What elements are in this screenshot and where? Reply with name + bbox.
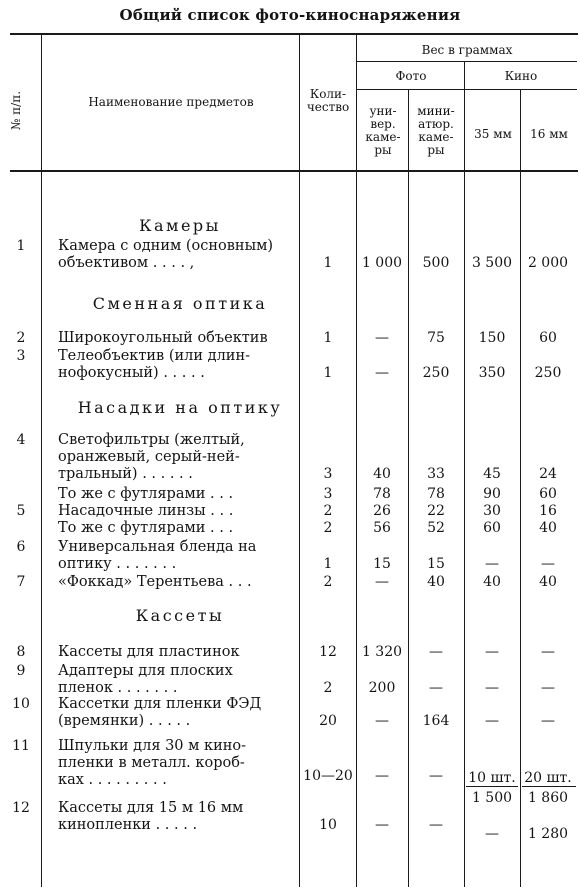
univer-value: 26 bbox=[373, 503, 391, 519]
mini-value: — bbox=[429, 644, 443, 660]
mm16-value: 1 860 bbox=[527, 790, 569, 806]
rule-under-foto-kino bbox=[357, 89, 577, 90]
section-heading: Камеры bbox=[139, 216, 221, 235]
item-name-line: То же с футлярами . . . bbox=[58, 486, 234, 502]
header-foto: Фото bbox=[395, 69, 427, 83]
header-kino: Кино bbox=[504, 69, 538, 83]
col-divider-qty bbox=[356, 35, 357, 887]
row-number: 1 bbox=[16, 238, 26, 254]
col-divider-name bbox=[299, 35, 300, 887]
item-name-line: «Фоккад» Терентьева . . . bbox=[58, 574, 252, 590]
mm16-value: — bbox=[541, 713, 555, 729]
mini-value: — bbox=[429, 768, 443, 784]
item-name-line: нофокусный) . . . . . bbox=[58, 365, 205, 381]
univer-value: 15 bbox=[373, 556, 391, 572]
item-name-line: Кассеты для 15 м 16 мм bbox=[58, 800, 244, 816]
qty-value: 12 bbox=[319, 644, 337, 660]
row-number: 10 bbox=[12, 696, 30, 712]
row-number: 5 bbox=[16, 503, 26, 519]
mini-value: 33 bbox=[427, 466, 445, 482]
item-name bbox=[58, 330, 298, 347]
qty-value: 2 bbox=[323, 520, 333, 536]
mini-value: 78 bbox=[427, 486, 445, 502]
header-qty: Коли-чество bbox=[306, 87, 350, 114]
mm35-value: — bbox=[485, 826, 499, 842]
mini-value: 52 bbox=[427, 520, 445, 536]
mm35-value: 45 bbox=[483, 466, 501, 482]
univer-value: 200 bbox=[368, 680, 396, 696]
item-name-line: То же с футлярами . . . bbox=[58, 520, 234, 536]
univer-value: 1 320 bbox=[361, 644, 403, 660]
row-number: 3 bbox=[16, 348, 26, 364]
qty-value: 2 bbox=[323, 574, 333, 590]
qty-value: 3 bbox=[323, 486, 333, 502]
mm35-value: 150 bbox=[478, 330, 506, 346]
mm35-value: 90 bbox=[483, 486, 501, 502]
mm16-value: 2 000 bbox=[527, 255, 569, 271]
univer-value: — bbox=[375, 330, 389, 346]
mm16-value: — bbox=[541, 644, 555, 660]
univer-value: — bbox=[375, 768, 389, 784]
mini-value: 250 bbox=[422, 365, 450, 381]
qty-value: 20 bbox=[319, 713, 337, 729]
item-name bbox=[58, 800, 298, 834]
header-35: 35 мм bbox=[474, 127, 512, 141]
qty-value: 2 bbox=[323, 503, 333, 519]
mm16-value: 250 bbox=[534, 365, 562, 381]
item-name bbox=[58, 520, 298, 537]
univer-value: — bbox=[375, 365, 389, 381]
item-name-line: пленок . . . . . . . bbox=[58, 680, 178, 696]
item-name bbox=[58, 644, 298, 661]
row-number: 8 bbox=[16, 644, 26, 660]
qty-value: 1 bbox=[323, 556, 333, 572]
item-name bbox=[58, 696, 298, 730]
univer-value: 40 bbox=[373, 466, 391, 482]
mini-value: 500 bbox=[422, 255, 450, 271]
rule-under-weight bbox=[357, 61, 577, 62]
mm16-value: 40 bbox=[539, 520, 557, 536]
mini-value: 40 bbox=[427, 574, 445, 590]
row-number: 12 bbox=[12, 800, 30, 816]
mm16-value: 20 шт. bbox=[524, 770, 572, 786]
item-name bbox=[58, 238, 298, 272]
item-name-line: Универсальная бленда на bbox=[58, 539, 257, 555]
section-heading: Кассеты bbox=[135, 606, 225, 625]
univer-value: — bbox=[375, 574, 389, 590]
mm16-value: 40 bbox=[539, 574, 557, 590]
rule-11-16 bbox=[522, 786, 576, 787]
item-name-line: Кассеты для пластинок bbox=[58, 644, 240, 660]
section-heading: Сменная оптика bbox=[92, 294, 268, 313]
mm16-value: 60 bbox=[539, 486, 557, 502]
page-title: Общий список фото-киноснаряжения bbox=[119, 6, 461, 24]
qty-value: 1 bbox=[323, 255, 333, 271]
row-number: 4 bbox=[16, 432, 26, 448]
row-number: 7 bbox=[16, 574, 26, 590]
item-name-line: кинопленки . . . . . bbox=[58, 817, 198, 833]
mm16-value: 1 280 bbox=[527, 826, 569, 842]
item-name bbox=[58, 574, 298, 591]
item-name bbox=[58, 663, 298, 697]
item-name-line: ках . . . . . . . . . bbox=[58, 772, 167, 788]
item-name-line: тральный) . . . . . . bbox=[58, 466, 193, 482]
univer-value: — bbox=[375, 713, 389, 729]
mm35-value: 40 bbox=[483, 574, 501, 590]
mm35-value: 350 bbox=[478, 365, 506, 381]
item-name bbox=[58, 738, 298, 789]
mini-value: — bbox=[429, 680, 443, 696]
qty-value: 10 bbox=[319, 817, 337, 833]
header-mini: мини-атюр. каме-ры bbox=[417, 104, 455, 157]
mini-value: — bbox=[429, 817, 443, 833]
mm16-value: 24 bbox=[539, 466, 557, 482]
item-name-line: объективом . . . . , bbox=[58, 255, 195, 271]
item-name-line: Насадочные линзы . . . bbox=[58, 503, 234, 519]
mm35-value: — bbox=[485, 644, 499, 660]
item-name-line: (времянки) . . . . . bbox=[58, 713, 191, 729]
qty-value: 1 bbox=[323, 330, 333, 346]
item-name-line: Кассетки для пленки ФЭД bbox=[58, 696, 262, 712]
mm35-value: 30 bbox=[483, 503, 501, 519]
row-number: 11 bbox=[12, 738, 30, 754]
mm35-value: — bbox=[485, 713, 499, 729]
item-name-line: Широкоугольный объектив bbox=[58, 330, 268, 346]
mini-value: 75 bbox=[427, 330, 445, 346]
item-name bbox=[58, 432, 298, 483]
section-heading: Насадки на оптику bbox=[77, 398, 283, 417]
item-name-line: оранжевый, серый-ней- bbox=[58, 449, 240, 465]
item-name-line: пленки в металл. короб- bbox=[58, 755, 245, 771]
item-name-line: Адаптеры для плоских bbox=[58, 663, 233, 679]
qty-value: 1 bbox=[323, 365, 333, 381]
header-bottom-rule bbox=[10, 170, 578, 172]
qty-value: 10—20 bbox=[303, 768, 353, 784]
table-top-rule bbox=[10, 33, 578, 35]
qty-value: 2 bbox=[323, 680, 333, 696]
item-name-line: Телеобъектив (или длин- bbox=[58, 348, 251, 364]
col-divider-num bbox=[41, 35, 42, 887]
mm16-value: — bbox=[541, 680, 555, 696]
univer-value: 78 bbox=[373, 486, 391, 502]
row-number: 9 bbox=[16, 663, 26, 679]
item-name-line: Шпульки для 30 м кино- bbox=[58, 738, 247, 754]
univer-value: 56 bbox=[373, 520, 391, 536]
row-number: 2 bbox=[16, 330, 26, 346]
item-name-line: Камера с одним (основным) bbox=[58, 238, 274, 254]
mm35-value: 10 шт. bbox=[468, 770, 516, 786]
mm35-value: 3 500 bbox=[471, 255, 513, 271]
header-name: Наименование предметов bbox=[88, 95, 254, 109]
row-number: 6 bbox=[16, 539, 26, 555]
item-name bbox=[58, 539, 298, 573]
mm16-value: 16 bbox=[539, 503, 557, 519]
mm16-value: — bbox=[541, 556, 555, 572]
mm35-value: 1 500 bbox=[471, 790, 513, 806]
qty-value: 3 bbox=[323, 466, 333, 482]
item-name bbox=[58, 348, 298, 382]
item-name bbox=[58, 486, 298, 503]
rule-11-35 bbox=[466, 786, 518, 787]
item-name bbox=[58, 503, 298, 520]
header-weight: Вес в граммах bbox=[421, 43, 513, 57]
mini-value: 15 bbox=[427, 556, 445, 572]
header-16: 16 мм bbox=[530, 127, 568, 141]
header-num: № п/п. bbox=[9, 90, 23, 130]
univer-value: — bbox=[375, 817, 389, 833]
mm35-value: — bbox=[485, 556, 499, 572]
item-name-line: Светофильтры (желтый, bbox=[58, 432, 245, 448]
mm35-value: 60 bbox=[483, 520, 501, 536]
mini-value: 22 bbox=[427, 503, 445, 519]
univer-value: 1 000 bbox=[361, 255, 403, 271]
item-name-line: оптику . . . . . . . bbox=[58, 556, 177, 572]
mm16-value: 60 bbox=[539, 330, 557, 346]
header-univer: уни-вер. каме-ры bbox=[365, 104, 401, 157]
mm35-value: — bbox=[485, 680, 499, 696]
mini-value: 164 bbox=[422, 713, 450, 729]
